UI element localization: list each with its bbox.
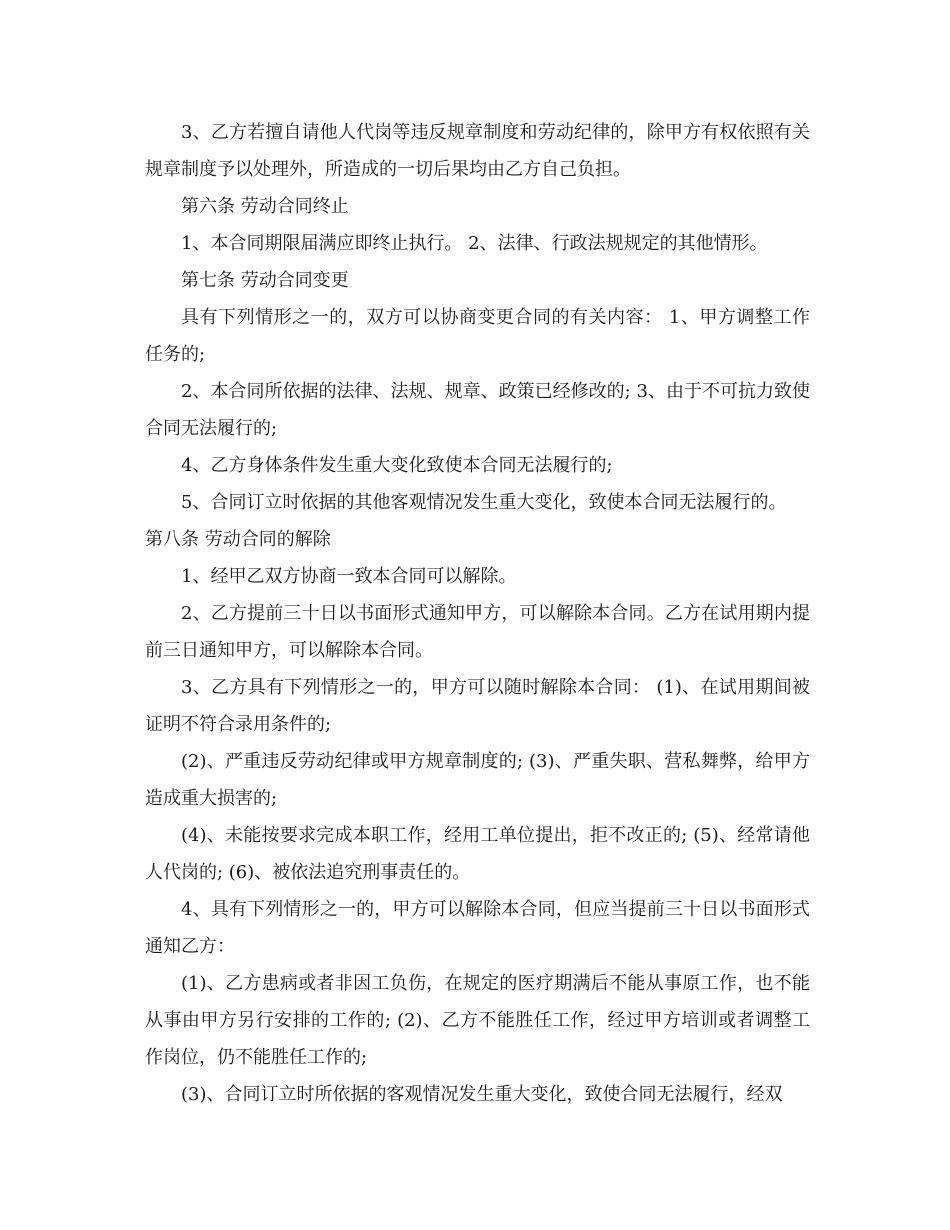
paragraph-article8-item4-sub1-2: (1)、乙方患病或者非因工负伤，在规定的医疗期满后不能从事原工作，也不能从事由甲方另行安排的工作的; (2)、乙方不能胜任工作，经过甲方培训或者调整工作岗位，仍不能胜任工作的; (145, 973, 810, 1068)
heading-article6: 第六条 劳动合同终止 (181, 196, 349, 217)
paragraph-article7-intro: 具有下列情形之一的，双方可以协商变更合同的有关内容： 1、甲方调整工作任务的; (145, 307, 810, 365)
paragraph-article7-items-2-3: 2、本合同所依据的法律、法规、规章、政策已经修改的; 3、由于不可抗力致使合同无法履行的; (145, 381, 810, 439)
paragraph-article8-item4-sub3: (3)、合同订立时所依据的客观情况发生重大变化，致使合同无法履行，经双 (181, 1084, 783, 1105)
paragraph-article6-items: 1、本合同期限届满应即终止执行。 2、法律、行政法规规定的其他情形。 (181, 233, 768, 254)
paragraph-article8-item3-sub2-3: (2)、严重违反劳动纪律或甲方规章制度的; (3)、严重失职、营私舞弊，给甲方造成重大损害的; (145, 751, 810, 809)
paragraph-article7-item5: 5、合同订立时依据的其他客观情况发生重大变化，致使本合同无法履行的。 (181, 492, 787, 513)
paragraph-article7-item4: 4、乙方身体条件发生重大变化致使本合同无法履行的; (181, 455, 613, 476)
heading-article8: 第八条 劳动合同的解除 (145, 529, 331, 550)
paragraph-article8-item2: 2、乙方提前三十日以书面形式通知甲方，可以解除本合同。乙方在试用期内提前三日通知甲方，可以解除本合同。 (145, 603, 810, 661)
paragraph-article8-item1: 1、经甲乙双方协商一致本合同可以解除。 (181, 566, 517, 587)
paragraph-article8-item3-sub4-6: (4)、未能按要求完成本职工作，经用工单位提出，拒不改正的; (5)、经常请他人代岗的; (6)、被依法追究刑事责任的。 (145, 825, 810, 883)
paragraph-article5-item3: 3、乙方若擅自请他人代岗等违反规章制度和劳动纪律的，除甲方有权依照有关规章制度予以处理外，所造成的一切后果均由乙方自己负担。 (145, 122, 810, 180)
paragraph-article8-item4: 4、具有下列情形之一的，甲方可以解除本合同，但应当提前三十日以书面形式通知乙方： (145, 899, 810, 957)
paragraph-article8-item3: 3、乙方具有下列情形之一的，甲方可以随时解除本合同： (1)、在试用期间被证明不符合录用条件的; (145, 677, 810, 735)
heading-article7: 第七条 劳动合同变更 (181, 270, 349, 291)
document-body (145, 114, 810, 1113)
